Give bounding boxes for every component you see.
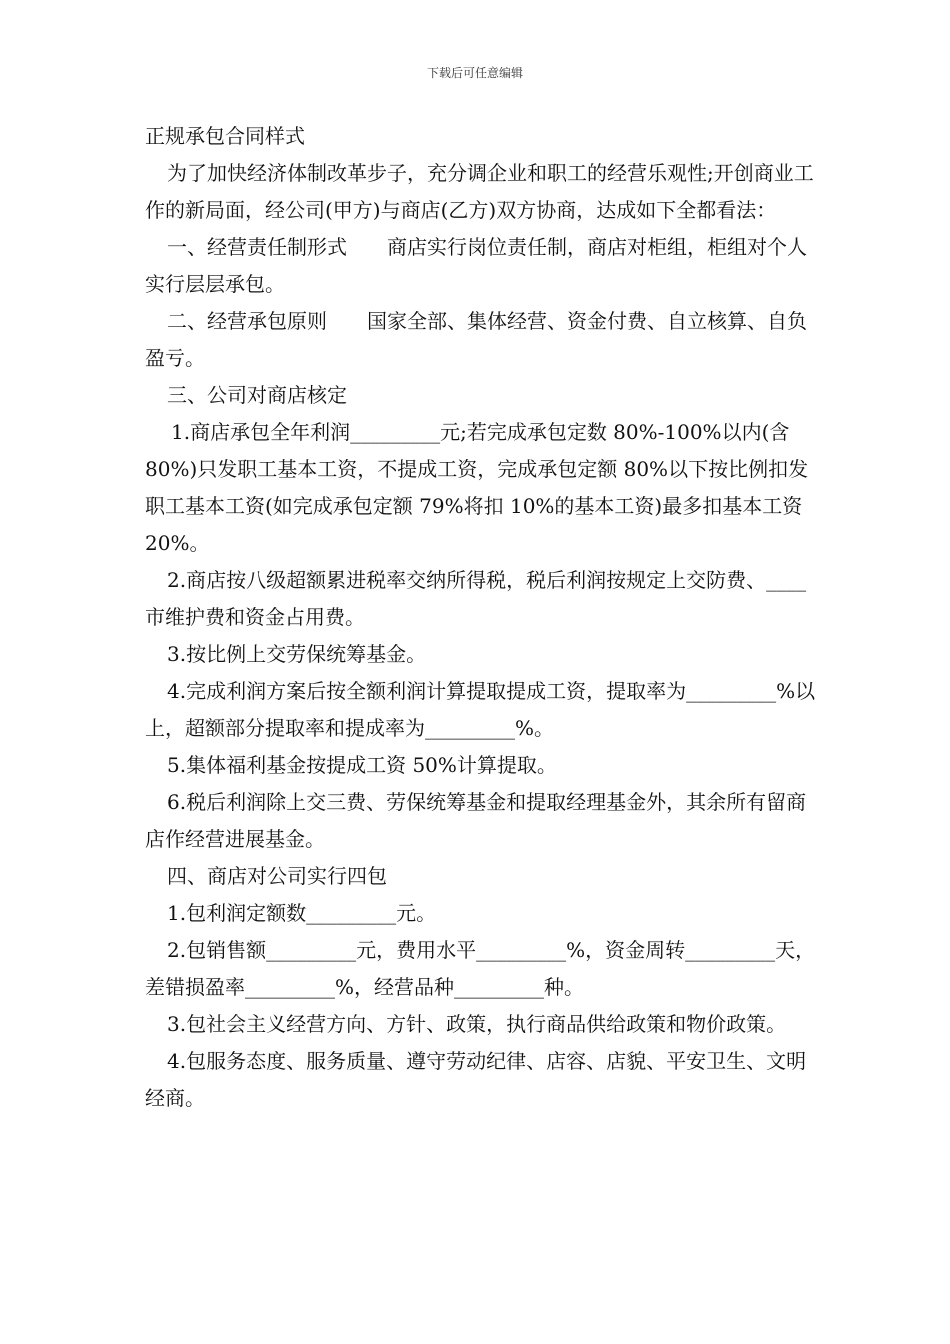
clause-4-1: 1.包利润定额数_________元。 bbox=[167, 901, 437, 925]
clause-4-2: 2.包销售额_________元，费用水平_________%，资金周转_________天，差错损盈率_________%，经营品种_________种。 bbox=[145, 938, 816, 999]
section-1-responsibility: 一、经营责任制形式 商店实行岗位责任制，商店对柜组，柜组对个人实行层层承包。 bbox=[145, 235, 807, 296]
clause-3-4: 4.完成利润方案后按全额利润计算提取提成工资，提取率为_________%以上，超额部分提取率和提成率为_________%。 bbox=[145, 679, 816, 740]
clause-3-3: 3.按比例上交劳保统筹基金。 bbox=[167, 642, 427, 666]
section-3-heading: 三、公司对商店核定 bbox=[167, 383, 347, 407]
section-4-heading: 四、商店对公司实行四包 bbox=[167, 864, 387, 888]
paragraph-intro: 为了加快经济体制改革步子，充分调企业和职工的经营乐观性;开创商业工作的新局面，经公司(甲方)与商店(乙方)双方协商，达成如下全都看法： bbox=[145, 161, 814, 222]
page-header: 下载后可任意编辑 bbox=[426, 66, 523, 80]
document-body bbox=[145, 118, 821, 1117]
clause-4-4: 4.包服务态度、服务质量、遵守劳动纪律、店容、店貌、平安卫生、文明经商。 bbox=[145, 1049, 807, 1110]
clause-4-3: 3.包社会主义经营方向、方针、政策，执行商品供给政策和物价政策。 bbox=[167, 1012, 787, 1036]
clause-3-2: 2.商店按八级超额累进税率交纳所得税，税后利润按规定上交防费、____市维护费和资金占用费。 bbox=[145, 568, 807, 629]
document-title: 正规承包合同样式 bbox=[145, 124, 305, 148]
clause-3-5: 5.集体福利基金按提成工资 50%计算提取。 bbox=[167, 753, 557, 777]
clause-3-6: 6.税后利润除上交三费、劳保统筹基金和提取经理基金外，其余所有留商店作经营进展基金。 bbox=[145, 790, 807, 851]
section-2-principles: 二、经营承包原则 国家全部、集体经营、资金付费、自立核算、自负盈亏。 bbox=[145, 309, 807, 370]
clause-3-1: 1.商店承包全年利润_________元;若完成承包定数 80%-100%以内(含 80%)只发职工基本工资，不提成工资，完成承包定额 80%以下按比例扣发职工基本工资(如完成承包定额 79%将扣 10%的基本工资)最多扣基本工资 20%。 bbox=[145, 420, 809, 555]
